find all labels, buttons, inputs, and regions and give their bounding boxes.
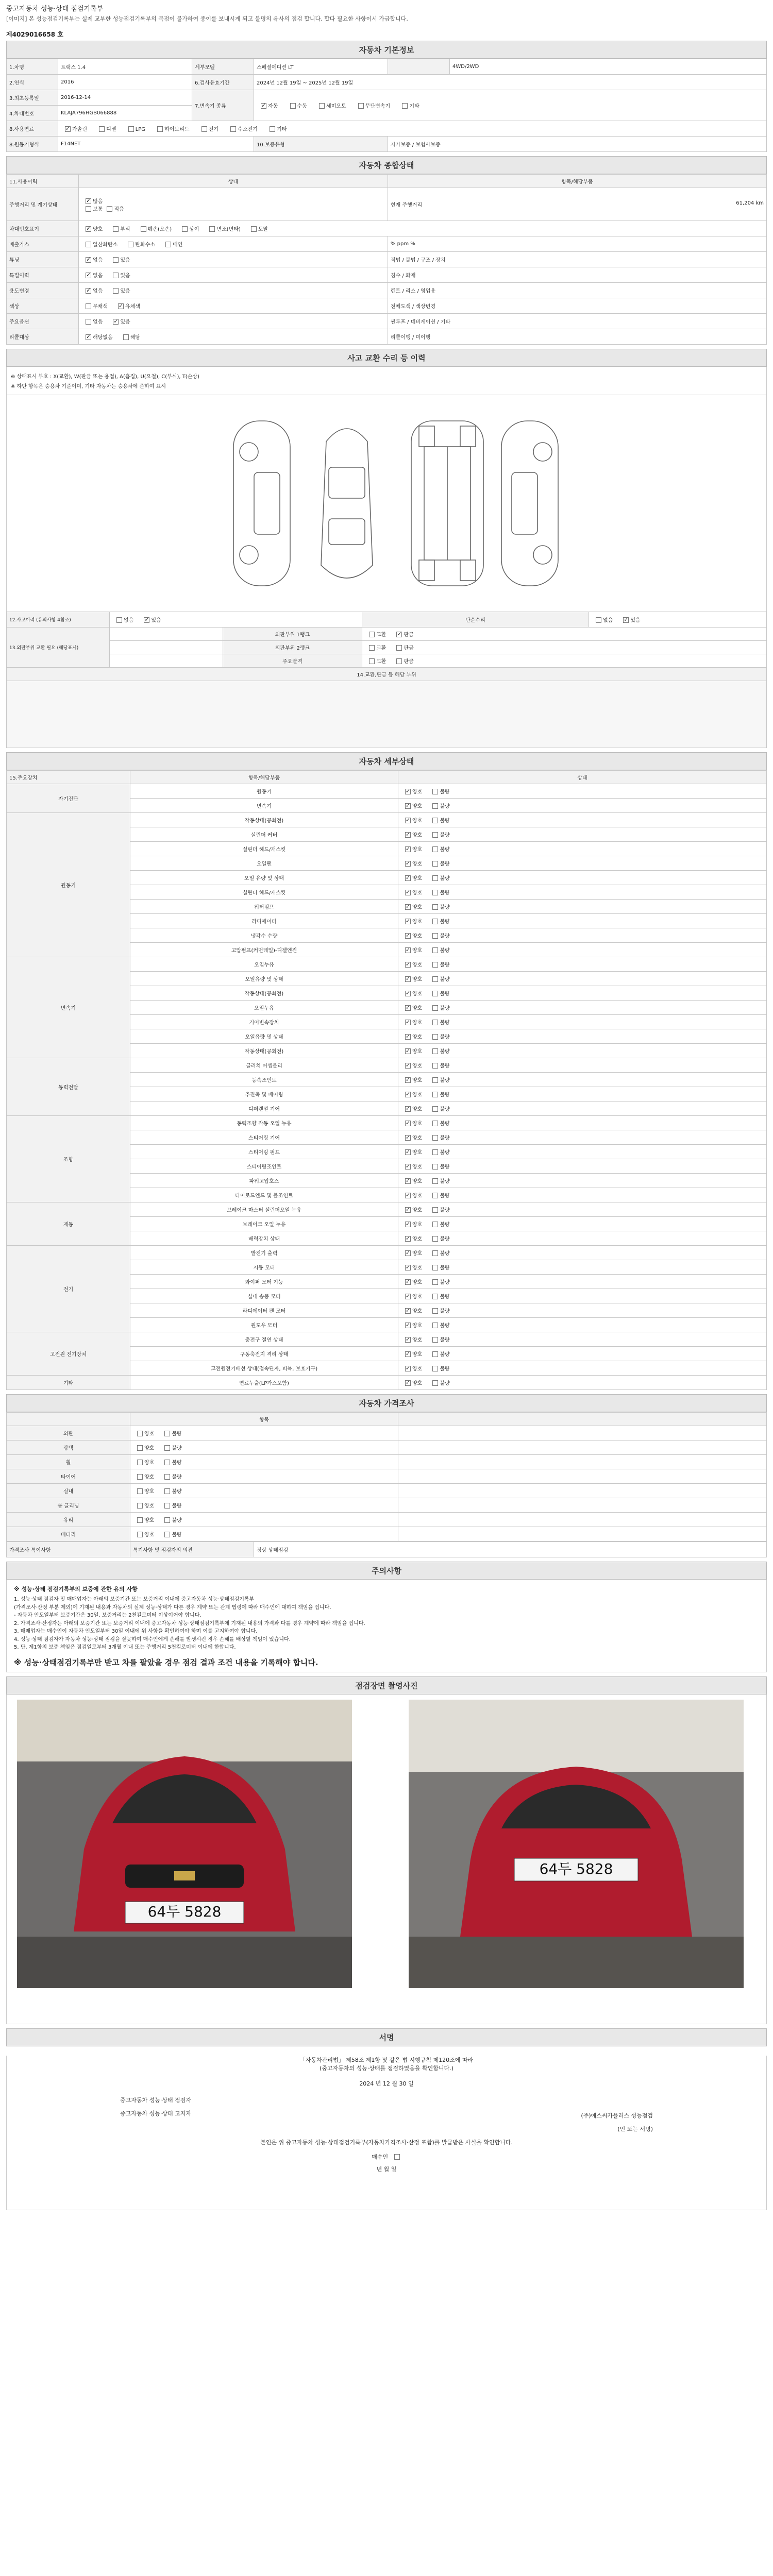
section-repair-title: 사고 교환 수리 등 이력 (6, 349, 767, 367)
section-basic-title: 자동차 기본정보 (6, 41, 767, 59)
detail-row: 라디에이터 ✓ 양호 불량 (7, 914, 767, 928)
detail-row: 추진축 및 베어링 ✓ 양호 불량 (7, 1087, 767, 1101)
detail-row: 기타 연료누출(LP가스포함) ✓ 양호 불량 (7, 1376, 767, 1390)
notes-line: 5. 단, 제1항의 보증 책임은 점검일로부터 3개월 이내 또는 주행거리 5천킬로미터 이내에 한합니다. (14, 1645, 236, 1651)
notes-line: 2. 가격조사·산정자는 아래의 보증기간 또는 보증거리 이내에 중고자동차 성능·상태점검기록부에 기재된 내용의 가격과 다를 경우 계약에 따라 책임을 집니다. (14, 1620, 365, 1626)
document-title: 중고자동차 성능·상태 점검기록부 (6, 5, 104, 13)
repair-legend-box (6, 367, 767, 395)
detail-row: 타이로드엔드 및 볼조인트 ✓ 양호 불량 (7, 1188, 767, 1202)
detail-row: 실린더 헤드/개스킷 ✓ 양호 불량 (7, 842, 767, 856)
detail-row: 스티어링 기어 ✓ 양호 불량 (7, 1130, 767, 1145)
section-overall-title: 자동차 종합상태 (6, 156, 767, 174)
section-detail-title: 자동차 세부상태 (6, 752, 767, 770)
signature-area (6, 2056, 767, 2210)
detail-row: 실린더 헤드/개스킷 ✓ 양호 불량 (7, 885, 767, 900)
price-row: 배터리 양호 불량 (7, 1527, 767, 1541)
detail-row: 고압펌프(커먼레일)-디젤엔진 ✓ 양호 불량 (7, 943, 767, 957)
price-row: 휠 양호 불량 (7, 1455, 767, 1469)
section-sign-title: 서명 (6, 2028, 767, 2046)
notes-warning: ※ 성능·상태점검기록부만 받고 차를 팔았을 경우 점검 결과 조건 내용을 기록해야 합니다. (14, 1657, 318, 1667)
detail-row: 작동상태(공회전) ✓ 양호 불량 (7, 1044, 767, 1058)
price-row: 유리 양호 불량 (7, 1513, 767, 1527)
vehicle-diagram (6, 395, 767, 612)
detail-row: 변속기 ✓ 양호 불량 (7, 799, 767, 813)
price-row: 광택 양호 불량 (7, 1440, 767, 1455)
sign-inspector-label: 중고자동차 성능·상태 점검자 (120, 2096, 192, 2104)
detail-row: 스티어링 펌프 ✓ 양호 불량 (7, 1145, 767, 1159)
notice-text: [이미지] 본 성능점검기록부는 실제 교부한 성능점검기록부의 복점이 불가하여 종이를 보내시게 되고 불명의 유사의 점검 합니다. 합다 필요한 사항이시 가급합니다. (6, 15, 408, 22)
detail-row: 고전원 전기장치 충전구 절연 상태 ✓ 양호 불량 (7, 1332, 767, 1347)
detail-row: 자기진단 원동기 ✓ 양호 불량 (7, 784, 767, 799)
detail-row: 전기 발전기 출력 ✓ 양호 불량 (7, 1246, 767, 1260)
sign-line-2: (중고자동차의 성능·상태를 점검하였음을 확인합니다.) (320, 2064, 453, 2072)
detail-row: 와이퍼 모터 기능 ✓ 양호 불량 (7, 1275, 767, 1289)
detail-row: 시동 모터 ✓ 양호 불량 (7, 1260, 767, 1275)
detail-row: 오일유량 및 상태 ✓ 양호 불량 (7, 972, 767, 986)
detail-row: 작동상태(공회전) ✓ 양호 불량 (7, 986, 767, 1001)
section-notes-title: 주의사항 (6, 1562, 767, 1580)
sign-buyer: 매수인 (372, 2153, 389, 2160)
inspection-photos (7, 1694, 767, 2024)
notes-line: 1. 성능·상태 점검자 및 매매업자는 아래의 보증기간 또는 보증거리 이내에 중고자동차 성능·상태점검기록부 (14, 1597, 255, 1603)
detail-row: 오일유량 및 상태 ✓ 양호 불량 (7, 1029, 767, 1044)
detail-row: 실린더 커버 ✓ 양호 불량 (7, 827, 767, 842)
price-table: 항목 외판 양호 불량 광택 양호 불량 휠 양호 불량 타이어 양호 불량 실내 양호 불량 룸 클리닝 양호 불량 유리 양호 불량 배터리 양호 불량 (6, 1412, 767, 1541)
detail-row: 기어변속장치 ✓ 양호 불량 (7, 1015, 767, 1029)
transmission-options: ✓ 자동 수동 세미오토 무단변속기 기타 (254, 90, 767, 121)
detail-row: 오일팬 ✓ 양호 불량 (7, 856, 767, 871)
detail-row: 냉각수 수량 ✓ 양호 불량 (7, 928, 767, 943)
detail-row: 동력전달 클러치 어셈블리 ✓ 양호 불량 (7, 1058, 767, 1073)
sign-ymd: 년 월 일 (376, 2165, 397, 2173)
notes-area (6, 1580, 767, 1672)
detail-row: 배력장치 상태 ✓ 양호 불량 (7, 1231, 767, 1246)
price-row: 실내 양호 불량 (7, 1484, 767, 1498)
notes-line: - 자동차 인도일부터 보증기간은 30일, 보증거리는 2천킬로미터 이상이어야 합니다. (14, 1613, 201, 1619)
notes-line: 3. 매매업자는 매수인이 자동차 인도일부터 30일 이내에 위 사항을 확인하여야 하며 이를 고지하여야 합니다. (14, 1629, 258, 1635)
sign-line-1: 「자동차관리법」 제58조 제1항 및 같은 법 시행규칙 제120조에 따라 (299, 2056, 474, 2063)
detail-row: 오일누유 ✓ 양호 불량 (7, 1001, 767, 1015)
sign-confirm: 본인은 위 중고자동차 성능·상태점검기록부(자동차가격조사·산정 포함)를 발급받은 사실을 확인합니다. (260, 2139, 513, 2146)
accident-table: 12.사고이력 (유의사항 4참조) 없음✓ 있음 단순수리 없음✓ 있음 13.외판부위 교환 필요 (해당표시) 외판부위 1랭크 교환✓ 판금 외판부위 2랭크 교환 판금 주요골격 교환 판금 14.교환,판금 등 해당 부위 (6, 612, 767, 748)
price-row: 외판 양호 불량 (7, 1426, 767, 1440)
fuel-options: ✓ 가솔린 디젤 LPG 하이브리드 전기 수소전기 기타 (58, 121, 767, 137)
overall-status-table: 11.사용이력 상태 항목/해당부품 주행거리 및 계기상태 ✓많음 보통 적음 현재 주행거리 61,204 km 차대번호표기 ✓ 양호 부식 훼손(오손) 상이 변조(변타) 도말 배출가스 일산화탄소 탄화수소 매연 % ppm % 튜닝 ✓ 없음 있음 적법 / 불법 / 구조 / 장치 특별이력 ✓ 없음 있음 침수 / 화재 용도변경 ✓ 없음 있음 렌트 / 리스 / 영업용 색상 무채색✓ 유채색 전체도색 / 색상변경 주요옵션 없음✓ 있음 썬루프 / 네비게이션 / 기타 리콜대상 ✓ 해당없음 해당 리콜이행 / 미이행 (6, 174, 767, 345)
detail-row: 구동축전지 격리 상태 ✓ 양호 불량 (7, 1347, 767, 1361)
notes-heading: ※ 성능·상태 점검기록부의 보증에 관한 유의 사항 (14, 1586, 138, 1592)
sign-inspector-value: (주)에스씨카플러스 성능점검 (581, 2112, 653, 2119)
detail-row: 라디에이터 팬 모터 ✓ 양호 불량 (7, 1303, 767, 1318)
car-outline-diagram (7, 395, 767, 612)
detail-row: 제동 브레이크 마스터 실린더오일 누유 ✓ 양호 불량 (7, 1202, 767, 1217)
detail-row: 브레이크 오일 누유 ✓ 양호 불량 (7, 1217, 767, 1231)
price-row: 타이어 양호 불량 (7, 1469, 767, 1484)
detail-row: 윈도우 모터 ✓ 양호 불량 (7, 1318, 767, 1332)
repair-legend-2: ※ 하단 항목은 승용차 기준이며, 기타 자동차는 승용차에 준하여 표시 (11, 384, 166, 389)
section-photos-title: 점검장면 촬영사진 (6, 1676, 767, 1694)
buyer-sign-box[interactable] (394, 2154, 400, 2160)
mileage-value: 61,204 km (736, 200, 764, 206)
photos-area (6, 1694, 767, 2024)
section-price-title: 자동차 가격조사 (6, 1394, 767, 1412)
basic-info-table: 1.차명 트랙스 1.4 세부모델 스페셜에디션 LT 4WD/2WD 2.연식 2016 6.검사유효기간 2024년 12월 19일 ~ 2025년 12월 19일 3.최초등록일 2016-12-14 7.변속기 종류 ✓ 자동 수동 세미오토 무단변속기 기타 4.차대번호 KLAJA796HGB066888 8.사용연료 ✓ 가솔린 디젤 LPG 하이브리드 전기 수소전기 기타 8.원동기형식 F14NET 10.보증유형 자가보증 / 보험사보증 (6, 59, 767, 152)
detail-status-table: 15.주요장치 항목/해당부품 상태 자기진단 원동기 ✓ 양호 불량 변속기 ✓ 양호 불량 원동기 작동상태(공회전) ✓ 양호 불량 실린더 커버 ✓ 양호 불량 실린더 헤드/개스킷 ✓ 양호 불량 오일팬 ✓ 양호 불량 오일 유량 및 상태 ✓ 양호 불량 실린더 헤드/개스킷 ✓ 양호 불량 워터펌프 ✓ 양호 불량 라디에이터 ✓ 양호 불량 냉각수 수량 ✓ 양호 불량 고압펌프(커먼레일)-디젤엔진 ✓ 양호 불량 변속기 오일누유 ✓ 양호 불량 오일유량 및 상태 ✓ 양호 불량 작동상태(공회전) ✓ 양호 불량 오일누유 ✓ 양호 불량 기어변속장치 ✓ 양호 불량 오일유량 및 상태 ✓ 양호 불량 작동상태(공회전) ✓ 양호 불량 동력전달 클러치 어셈블리 ✓ 양호 불량 등속조인트 ✓ 양호 불량 추진축 및 베어링 ✓ 양호 불량 디퍼렌셜 기어 ✓ 양호 불량 조향 동력조향 작동 오일 누유 ✓ 양호 불량 스티어링 기어 ✓ 양호 불량 스티어링 펌프 ✓ 양호 불량 스티어링조인트 ✓ 양호 불량 파워고압호스 ✓ 양호 불량 타이로드엔드 및 볼조인트 ✓ 양호 불량 제동 브레이크 마스터 실린더오일 누유 ✓ 양호 불량 브레이크 오일 누유 ✓ 양호 불량 배력장치 상태 ✓ 양호 불량 전기 발전기 출력 ✓ 양호 불량 시동 모터 ✓ 양호 불량 와이퍼 모터 기능 ✓ 양호 불량 실내 송풍 모터 ✓ 양호 불량 라디에이터 팬 모터 ✓ 양호 불량 윈도우 모터 ✓ 양호 불량 고전원 전기장치 충전구 절연 상태 ✓ 양호 불량 구동축전지 격리 상태 ✓ 양호 불량 고전원전기배선 상태(접속단자, 피복, 보호기구) ✓ 양호 불량 기타 연료누출(LP가스포함) ✓ 양호 불량 (6, 770, 767, 1390)
notes-line: 4. 성능·상태 점검자가 자동차 성능·상태 점검을 잘못하여 매수인에게 손해를 발생시킨 경우 손해를 배상할 책임이 있습니다. (14, 1636, 291, 1642)
detail-row: 파워고압호스 ✓ 양호 불량 (7, 1174, 767, 1188)
detail-row: 실내 송풍 모터 ✓ 양호 불량 (7, 1289, 767, 1303)
sign-seller-label: 중고자동차 성능·상태 고지자 (120, 2110, 192, 2117)
detail-row: 등속조인트 ✓ 양호 불량 (7, 1073, 767, 1087)
detail-row: 고전원전기배선 상태(접속단자, 피복, 보호기구) ✓ 양호 불량 (7, 1361, 767, 1376)
detail-row: 워터펌프 ✓ 양호 불량 (7, 900, 767, 914)
detail-row: 디퍼렌셜 기어 ✓ 양호 불량 (7, 1101, 767, 1116)
detail-row: 조향 동력조향 작동 오일 누유 ✓ 양호 불량 (7, 1116, 767, 1130)
sign-seller-value: (인 또는 서명) (617, 2125, 653, 2132)
plate-front: 64두 5828 (147, 1903, 222, 1920)
sign-date: 2024 년 12 월 30 일 (359, 2080, 414, 2087)
detail-row: 스티어링조인트 ✓ 양호 불량 (7, 1159, 767, 1174)
detail-row: 변속기 오일누유 ✓ 양호 불량 (7, 957, 767, 972)
detail-row: 오일 유량 및 상태 ✓ 양호 불량 (7, 871, 767, 885)
notes-line: (가격조사·산정 부분 제외)에 기재된 내용과 자동차의 실제 성능·상태가 다른 경우 계약 또는 관계 법령에 따라 매수인에 대하여 책임을 집니다. (14, 1604, 331, 1611)
price-summary-table: 가격조사 특이사항 특기사항 및 점검자의 의견 정상 상태점검 (6, 1541, 767, 1557)
price-row: 룸 클리닝 양호 불량 (7, 1498, 767, 1513)
document-number: 제4029016658 호 (6, 31, 63, 38)
detail-row: 원동기 작동상태(공회전) ✓ 양호 불량 (7, 813, 767, 827)
repair-legend-1: ※ 상태표시 부호 : X(교환), W(판금 또는 용접), A(흠집), U(요철), C(부식), T(손상) (11, 374, 199, 380)
plate-rear: 64두 5828 (539, 1860, 613, 1877)
